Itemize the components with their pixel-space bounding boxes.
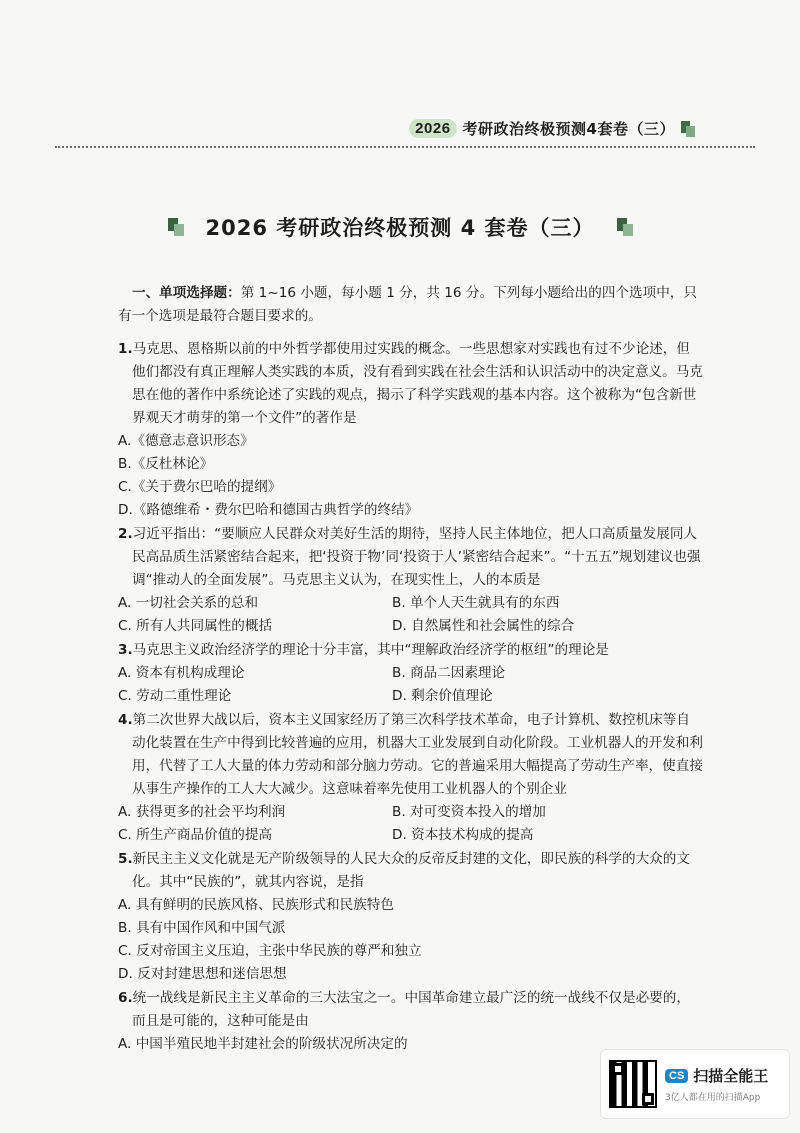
option-d: D.《路德维希・费尔巴哈和德国古典哲学的终结》 (118, 502, 419, 518)
question-number: 5. (118, 851, 133, 867)
question-text: 马克思、恩格斯以前的中外哲学都使用过实践的概念。一些思想家对实践也有过不少论述，但他们都没有真正理解人类实践的本质，没有看到实践在社会生活和认识活动中的决定意义。马克思在他的著作中系统论述了实践的观点，揭示了科学实践观的基本内容。这个被称为“包含新世界观天才萌芽的第一个文件”的著作是 (132, 341, 703, 426)
question-stem (118, 848, 703, 894)
option-c: C. 所生产商品价值的提高 (118, 827, 273, 843)
section-lead: 一、单项选择题： (132, 285, 241, 301)
question-5 (118, 848, 703, 986)
scanner-brand-name: 扫描全能王 (693, 1067, 769, 1085)
question-number: 6. (118, 990, 133, 1006)
cs-logo-icon: CS (665, 1069, 688, 1083)
option-a: A.《德意志意识形态》 (118, 433, 254, 449)
question-4 (118, 709, 703, 847)
option-row (118, 801, 703, 824)
scanner-tagline: 3亿人都在用的扫描App (665, 1093, 761, 1103)
question-number: 2. (118, 526, 133, 542)
page-title: 2026 考研政治终极预测 4 套卷（三） (205, 216, 595, 240)
header-text: 考研政治终极预测4套卷（三） (462, 120, 675, 138)
running-header (409, 118, 695, 139)
option-row (118, 615, 703, 638)
option-a: A. 资本有机构成理论 (118, 665, 245, 681)
option-c: C.《关于费尔巴哈的提纲》 (118, 479, 282, 495)
question-text: 新民主主义文化就是无产阶级领导的人民大众的反帝反封建的文化，即民族的科学的大众的文化。其中“民族的”，就其内容说，是指 (132, 851, 690, 890)
option-c: C. 反对帝国主义压迫，主张中华民族的尊严和独立 (118, 943, 422, 959)
option-a: A. 具有鲜明的民族风格、民族形式和民族特色 (118, 897, 394, 913)
question-3 (118, 639, 703, 708)
question-stem (118, 987, 703, 1033)
question-stem (118, 709, 703, 801)
option-d: D. 自然属性和社会属性的综合 (392, 618, 575, 634)
question-number: 1. (118, 341, 133, 357)
section-text: 第 1~16 小题，每小题 1 分，共 16 分。下列每小题给出的四个选项中，只有一个选项是最符合题目要求的。 (118, 285, 697, 324)
option-d: D. 资本技术构成的提高 (392, 827, 534, 843)
option-row (118, 685, 703, 708)
square-mark-icon (168, 218, 184, 236)
option-c: C. 所有人共同属性的概括 (118, 618, 273, 634)
option-b: B. 单个人天生就具有的东西 (392, 595, 560, 611)
scanner-brand (665, 1065, 768, 1086)
option-b: B. 对可变资本投入的增加 (392, 804, 546, 820)
qr-code-icon (609, 1060, 657, 1108)
question-2 (118, 523, 703, 638)
option-a: A. 中国半殖民地半封建社会的阶级状况所决定的 (118, 1036, 408, 1052)
question-stem (118, 639, 703, 662)
option-a: A. 获得更多的社会平均利润 (118, 804, 286, 820)
option-b: B. 具有中国作风和中国气派 (118, 920, 286, 936)
option-b: B.《反杜林论》 (118, 456, 214, 472)
square-mark-icon (681, 121, 695, 137)
question-text: 第二次世界大战以后，资本主义国家经历了第三次科学技术革命，电子计算机、数控机床等自动化装置在生产中得到比较普遍的应用，机器大工业发展到自动化阶段。工业机器人的开发和利用，代替了工人大量的体力劳动和部分脑力劳动。它的普遍采用大幅提高了劳动生产率，使直接从事生产操作的工人大大减少。这意味着率先使用工业机器人的个别企业 (132, 712, 703, 797)
option-row (118, 592, 703, 615)
exam-content (118, 282, 703, 1057)
question-stem (118, 523, 703, 592)
header-year: 2026 (409, 119, 456, 138)
option-row (118, 824, 703, 847)
question-1 (118, 338, 703, 522)
scanner-info (665, 1065, 768, 1103)
question-6 (118, 987, 703, 1056)
square-mark-icon (617, 218, 633, 236)
question-text: 习近平指出：“要顺应人民群众对美好生活的期待，坚持人民主体地位，把人口高质量发展同人民高品质生活紧密结合起来，把‘投资于物’同‘投资于人’紧密结合起来”。“十五五”规划建议也强调“推动人的全面发展”。马克思主义认为，在现实性上，人的本质是 (132, 526, 701, 588)
question-number: 4. (118, 712, 133, 728)
question-text: 马克思主义政治经济学的理论十分丰富，其中“理解政治经济学的枢纽”的理论是 (132, 642, 609, 658)
option-b: B. 商品二因素理论 (392, 665, 506, 681)
question-number: 3. (118, 642, 133, 658)
question-stem (118, 338, 703, 430)
option-c: C. 劳动二重性理论 (118, 688, 232, 704)
page-title-row (0, 212, 800, 242)
option-a: A. 一切社会关系的总和 (118, 595, 259, 611)
dotted-divider (55, 146, 755, 148)
option-row (118, 662, 703, 685)
option-d: D. 剩余价值理论 (392, 688, 493, 704)
option-d: D. 反对封建思想和迷信思想 (118, 966, 287, 982)
section-intro (118, 282, 703, 328)
scanner-watermark (600, 1049, 790, 1119)
question-text: 统一战线是新民主主义革命的三大法宝之一。中国革命建立最广泛的统一战线不仅是必要的，而且是可能的，这种可能是由 (132, 990, 690, 1029)
